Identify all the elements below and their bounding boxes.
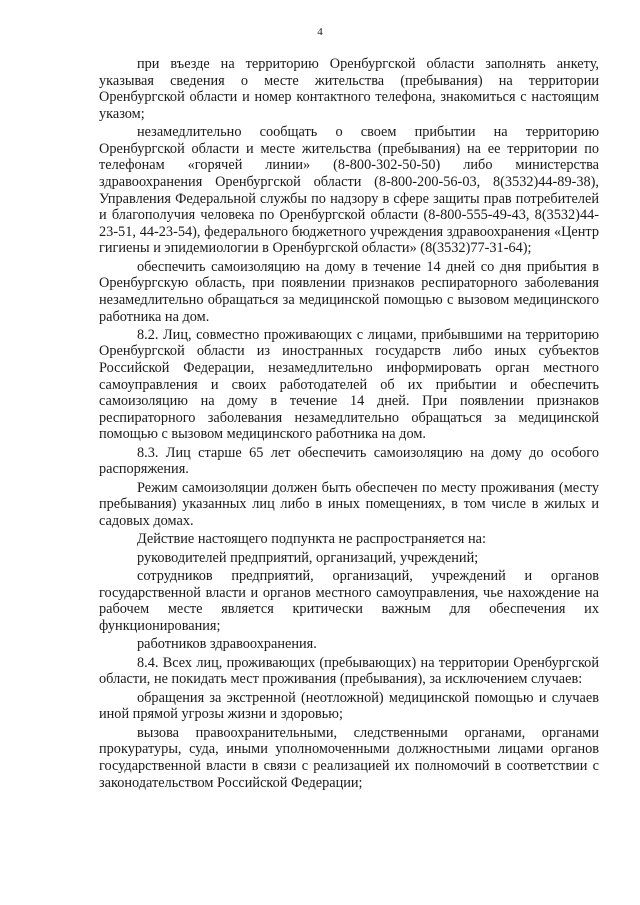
paragraph-section-8-2: 8.2. Лиц, совместно проживающих с лицами, прибывшими на территорию Оренбургской области из иностранных государств либо иных субъектов Российской Федерации, незамедлительно информировать орган местного самоуправления и своих работодателей об их прибытии и обеспечить самоизоляцию на дому в течение 14 дней. При появлении признаков респираторного заболевания незамедлительно обращаться за медицинской помощью с вызовом медицинского работника на дом.: [99, 326, 599, 443]
document-body: [99, 56, 599, 791]
paragraph: работников здравоохранения.: [137, 636, 317, 653]
paragraph-section-8-4: 8.4. Всех лиц, проживающих (пребывающих) на территории Оренбургской области, не покидать мест проживания (пребывания), за исключением случаев:: [99, 654, 599, 688]
paragraph: при въезде на территорию Оренбургской области заполнять анкету, указывая сведения о месте жительства (пребывания) на территории Оренбургской области и номер контактного телефона, знакомиться с настоящим указом;: [99, 56, 599, 122]
paragraph: незамедлительно сообщать о своем прибытии на территорию Оренбургской области и месте жительства (пребывания) на ее территории по телефонам «горячей линии» (8-800-302-50-50) либо министерства здравоохранения Оренбургской области (8-800-200-56-03, 8(3532)44-89-38), Управления Федеральной службы по надзору в сфере защиты прав потребителей и благополучия человека по Оренбургской области (8-800-555-49-43, 8(3532)44-23-51, 44-23-54), федерального бюджетного учреждения здравоохранения «Центр гигиены и эпидемиологии в Оренбургской области» (8(3532)77-31-64);: [99, 124, 599, 257]
paragraph: обеспечить самоизоляцию на дому в течение 14 дней со дня прибытия в Оренбургскую область, при появлении признаков респираторного заболевания незамедлительно обращаться за медицинской помощью с вызовом медицинского работника на дом.: [99, 258, 599, 325]
paragraph: вызова правоохранительными, следственными органами, органами прокуратуры, суда, иными уполномоченными должностными лицами органов государственной власти в связи с реализацией их полномочий в соответствии с законодательством Российской Федерации;: [99, 724, 599, 791]
paragraph: руководителей предприятий, организаций, учреждений;: [137, 549, 479, 566]
page-number: 4: [317, 26, 323, 38]
paragraph: Действие настоящего подпункта не распространяется на:: [137, 531, 486, 548]
paragraph-section-8-3: 8.3. Лиц старше 65 лет обеспечить самоизоляцию на дому до особого распоряжения.: [99, 444, 599, 478]
paragraph: обращения за экстренной (неотложной) медицинской помощью и случаев иной прямой угрозы жизни и здоровью;: [99, 689, 599, 723]
paragraph: сотрудников предприятий, организаций, учреждений и органов государственной власти и органов местного самоуправления, чье нахождение на рабочем месте является критически важным для обеспечения их функционирования;: [99, 568, 599, 634]
paragraph: Режим самоизоляции должен быть обеспечен по месту проживания (месту пребывания) указанных лиц либо в иных помещениях, в том числе в жилых и садовых домах.: [99, 479, 599, 530]
